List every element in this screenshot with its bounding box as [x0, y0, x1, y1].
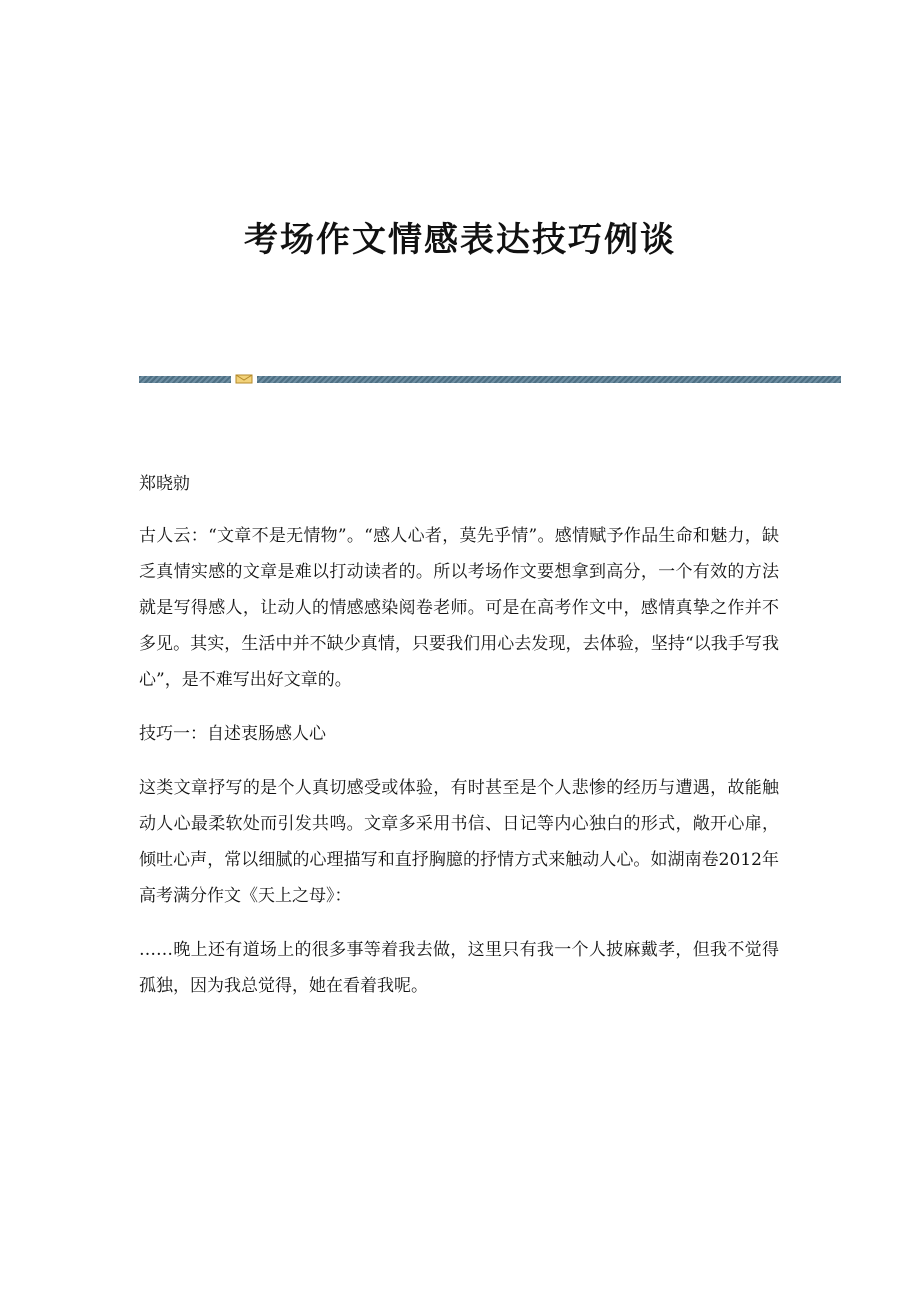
title-divider: [139, 374, 841, 384]
paragraph-technique: 这类文章抒写的是个人真切感受或体验，有时甚至是个人悲惨的经历与遭遇，故能触动人心最柔软处而引发共鸣。文章多采用书信、日记等内心独白的形式，敞开心扉，倾吐心声，常以细腻的心理描写和直抒胸臆的抒情方式来触动人心。如湖南卷2012年高考满分作文《天上之母》：: [139, 778, 779, 906]
paragraph-quote: ……晚上还有道场上的很多事等着我去做，这里只有我一个人披麻戴孝，但我不觉得孤独，因为我总觉得，她在看着我呢。: [139, 940, 779, 996]
divider-bar-left: [139, 376, 231, 383]
section-heading: 技巧一：自述衷肠感人心: [139, 724, 326, 744]
author-name: 郑晓勍: [139, 474, 190, 494]
paragraph-intro: 古人云：“文章不是无情物”。“感人心者，莫先乎情”。感情赋予作品生命和魅力，缺乏真情实感的文章是难以打动读者的。所以考场作文要想拿到高分，一个有效的方法就是写得感人，让动人的情感感染阅卷老师。可是在高考作文中，感情真挚之作并不多见。其实，生活中并不缺少真情，只要我们用心去发现，去体验，坚持“以我手写我心”，是不难写出好文章的。: [139, 526, 779, 690]
article-body: [139, 466, 779, 1022]
page-title: 考场作文情感表达技巧例谈: [244, 220, 676, 260]
envelope-ornament-icon: [235, 374, 253, 384]
divider-bar-right: [257, 376, 841, 383]
